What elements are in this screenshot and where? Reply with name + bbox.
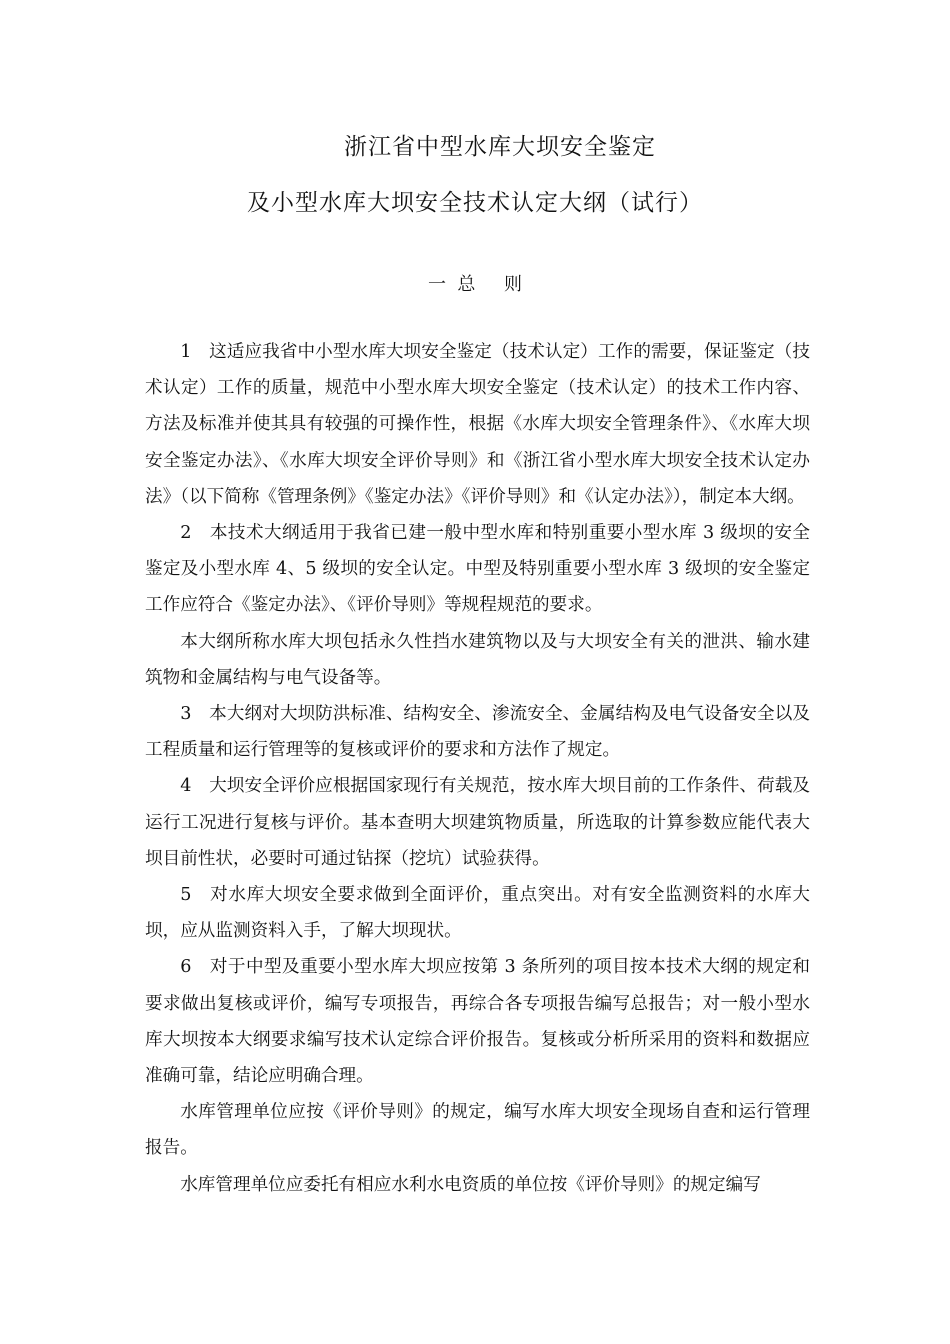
paragraph-article-5: 5 对水库大坝安全要求做到全面评价，重点突出。对有安全监测资料的水库大坝，应从监测资料入手，了解大坝现状。	[145, 885, 810, 942]
paragraph-article-2: 2 本技术大纲适用于我省已建一般中型水库和特别重要小型水库 3 级坝的安全鉴定及小型水库 4、5 级坝的安全认定。中型及特别重要小型水库 3 级坝的安全鉴定工作应符合《鉴定办法》、《评价导则》等规程规范的要求。	[145, 523, 810, 616]
section-heading: 一 总 则	[427, 274, 523, 295]
paragraph-article-2-note: 本大纲所称水库大坝包括永久性挡水建筑物以及与大坝安全有关的泄洪、输水建筑物和金属结构与电气设备等。	[145, 631, 810, 688]
document-title-line-1: 浙江省中型水库大坝安全鉴定	[344, 134, 656, 160]
paragraph-article-6-note-2: 水库管理单位应委托有相应水利水电资质的单位按《评价导则》的规定编写	[180, 1174, 761, 1195]
paragraph-article-4: 4 大坝安全评价应根据国家现行有关规范，按水库大坝目前的工作条件、荷载及运行工况进行复核与评价。基本查明大坝建筑物质量，所选取的计算参数应能代表大坝目前性状，必要时可通过钻探（挖坑）试验获得。	[145, 776, 810, 869]
paragraph-article-1: 1 这适应我省中小型水库大坝安全鉴定（技术认定）工作的需要，保证鉴定（技术认定）工作的质量，规范中小型水库大坝安全鉴定（技术认定）的技术工作内容、方法及标准并使其具有较强的可操作性，根据《水库大坝安全管理条件》、《水库大坝安全鉴定办法》、《水库大坝安全评价导则》和《浙江省小型水库大坝安全技术认定办法》（以下简称《管理条例》《鉴定办法》《评价导则》和《认定办法》），制定本大纲。	[145, 342, 810, 507]
body-text	[145, 334, 810, 1203]
document-title-line-2: 及小型水库大坝安全技术认定大纲（试行）	[247, 190, 703, 216]
paragraph-article-3: 3 本大纲对大坝防洪标准、结构安全、渗流安全、金属结构及电气设备安全以及工程质量和运行管理等的复核或评价的要求和方法作了规定。	[145, 704, 810, 761]
paragraph-article-6-note-1: 水库管理单位应按《评价导则》的规定，编写水库大坝安全现场自查和运行管理报告。	[145, 1102, 810, 1159]
paragraph-article-6: 6 对于中型及重要小型水库大坝应按第 3 条所列的项目按本技术大纲的规定和要求做出复核或评价，编写专项报告，再综合各专项报告编写总报告；对一般小型水库大坝按本大纲要求编写技术认定综合评价报告。复核或分析所采用的资料和数据应准确可靠，结论应明确合理。	[145, 957, 810, 1087]
